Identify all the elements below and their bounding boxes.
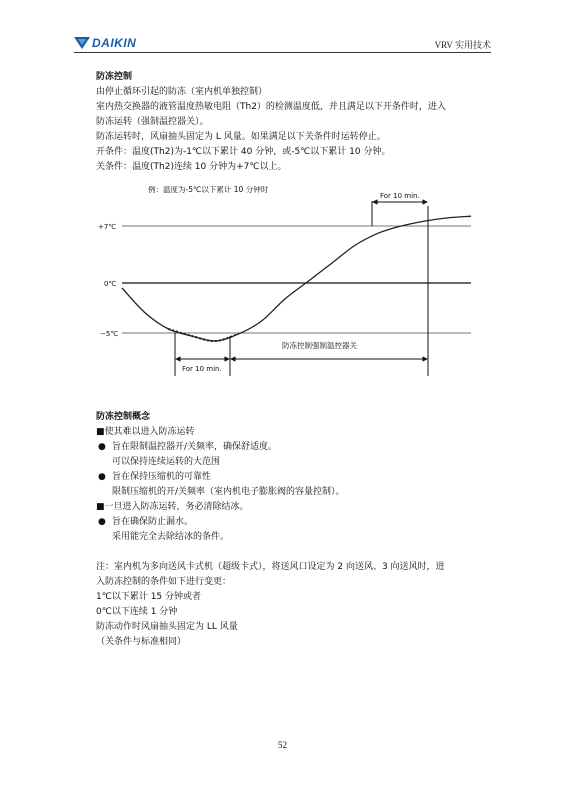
- concept-heading: ■一旦进入防冻运转，务必清除结冰。: [96, 502, 249, 512]
- paragraph-line: 关条件：温度(Th2)连续 10 分钟为+7℃以上。: [96, 162, 287, 172]
- concept-line: 旨在保持压缩机的可靠性: [112, 472, 212, 482]
- interval-label-1: For 10 min.: [182, 365, 222, 373]
- note-line: 防冻动作时风扇抽头固定为 LL 风量: [96, 622, 238, 632]
- paragraph-line: 防冻运转（强制温控器关）。: [96, 117, 209, 127]
- note-line: 注：室内机为多向送风卡式机（超级卡式），将送风口设定为 2 向送风、3 向送风时，进: [96, 562, 445, 572]
- bullet-marker: ●: [98, 472, 106, 482]
- daikin-logo: [74, 36, 144, 50]
- note-line: 0℃以下连续 1 分钟: [96, 607, 178, 617]
- concept-heading: ■使其难以进入防冻运转: [96, 427, 195, 437]
- concept-line: 可以保持连续运转的大范围: [112, 457, 221, 467]
- bullet-marker: ●: [98, 517, 106, 527]
- paragraph-line: 由停止循环引起的防冻（室内机单独控制）: [96, 87, 268, 97]
- concept-line: 旨在限制温控器开/关频率，确保舒适度。: [112, 442, 278, 452]
- note-line: 1℃以下累计 15 分钟或者: [96, 592, 202, 602]
- concept-line: 限制压缩机的开/关频率（室内机电子膨胀阀的容量控制）。: [112, 487, 345, 497]
- temperature-curve: [122, 216, 471, 341]
- bullet-marker: ●: [98, 442, 106, 452]
- y-tick-label: +7℃: [98, 223, 117, 231]
- daikin-triangle-icon: [74, 37, 90, 49]
- control-span-label: 防冻控制强制温控器关: [282, 341, 357, 350]
- interval-label-2: For 10 min.: [380, 192, 420, 200]
- antifreeze-temperature-chart: [96, 186, 476, 386]
- concept-line: 采用能完全去除结冰的条件。: [112, 532, 230, 542]
- paragraph-line: 开条件：温度(Th2)为-1℃以下累计 40 分钟，或-5℃以下累计 10 分钟。: [96, 147, 391, 157]
- chart-example-note: 例：温度为-5℃以下累计 10 分钟时: [148, 186, 269, 194]
- below-minus5-segment: [169, 329, 239, 341]
- header-divider: [74, 52, 491, 53]
- doc-title: VRV 实用技术: [434, 40, 491, 50]
- concept-line: 旨在确保防止漏水。: [112, 517, 194, 527]
- brand-name: DAIKIN: [92, 36, 137, 50]
- section-title-antifreeze: 防冻控制: [96, 72, 133, 82]
- y-tick-label: 0℃: [104, 280, 117, 288]
- note-line: （关条件与标准相同）: [96, 637, 187, 647]
- paragraph-line: 室内热交换器的液管温度热敏电阻（Th2）的检测温度低，并且满足以下开条件时，进入: [96, 102, 446, 112]
- page-number: 52: [278, 740, 287, 750]
- y-tick-label: −5℃: [100, 330, 119, 338]
- note-line: 入防冻控制的条件如下进行变更：: [96, 577, 232, 587]
- paragraph-line: 防冻运转时，风扇抽头固定为 L 风量。如果满足以下关条件时运转停止。: [96, 132, 386, 142]
- section-title-concept: 防冻控制概念: [96, 412, 151, 422]
